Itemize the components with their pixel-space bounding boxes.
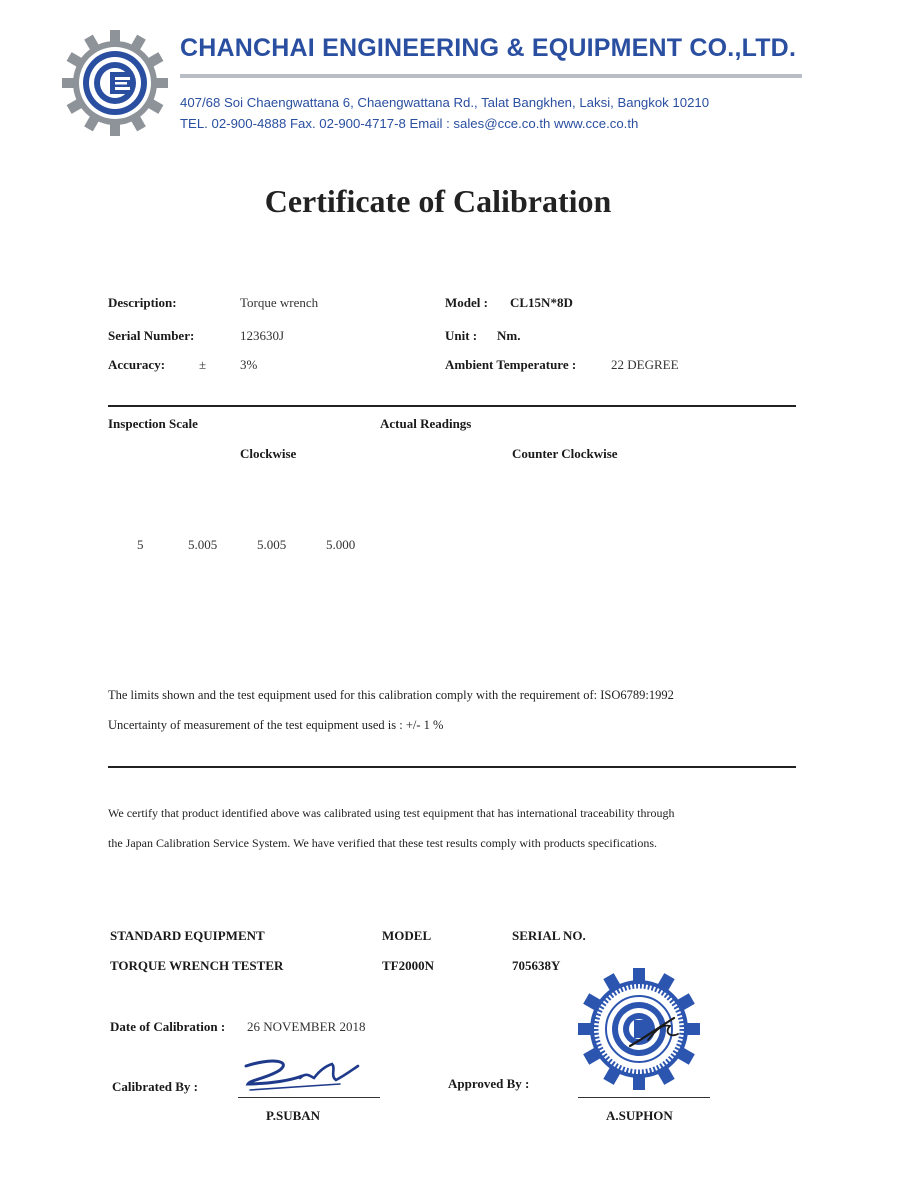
calibrated-by-name: P.SUBAN <box>266 1108 321 1123</box>
model-label: Model : <box>445 295 488 310</box>
standard-equipment-value: TORQUE WRENCH TESTER <box>110 958 284 973</box>
accuracy-sign: ± <box>199 357 207 372</box>
limits-statement: The limits shown and the test equipment used for this calibration comply with the requirement of: ISO6789:1992 <box>108 688 674 702</box>
accuracy-label: Accuracy: <box>108 357 166 372</box>
approved-by-name: A.SUPHON <box>606 1108 673 1123</box>
serial-no-header: SERIAL NO. <box>512 928 586 943</box>
reading-scale-cell: 5 <box>137 537 144 552</box>
clockwise-header: Clockwise <box>240 446 297 461</box>
inspection-scale-header: Inspection Scale <box>108 416 198 431</box>
serial-number-value: 123630J <box>240 328 285 343</box>
counter-clockwise-header: Counter Clockwise <box>512 446 618 461</box>
description-value: Torque wrench <box>240 295 319 310</box>
calibrated-by-label: Calibrated By : <box>112 1079 198 1094</box>
certification-line-2: the Japan Calibration Service System. We have verified that these test results comply with products specifications. <box>108 836 658 850</box>
calibrator-signature <box>240 1054 370 1094</box>
reading-cell: 5.005 <box>257 537 287 552</box>
company-stamp <box>578 968 700 1090</box>
reading-cell: 5.000 <box>326 537 356 552</box>
approved-by-signature-line <box>578 1097 710 1098</box>
standard-model-value: TF2000N <box>382 958 434 973</box>
certification-line-1: We certify that product identified above was calibrated using test equipment that has international traceability through <box>108 806 675 820</box>
header-divider <box>180 74 802 78</box>
ambient-temperature-value: 22 DEGREE <box>611 357 679 372</box>
model-value: CL15N*8D <box>510 295 573 310</box>
company-address: 407/68 Soi Chaengwattana 6, Chaengwattana Rd., Talat Bangkhen, Laksi, Bangkok 10210 <box>180 95 710 110</box>
signature-scribble-icon <box>240 1054 370 1094</box>
reading-cell: 5.005 <box>188 537 218 552</box>
calibrated-by-signature-line <box>238 1097 380 1098</box>
unit-value: Nm. <box>497 328 521 343</box>
calibration-date-label: Date of Calibration : <box>110 1019 226 1034</box>
uncertainty-statement: Uncertainty of measurement of the test equipment used is : +/- 1 % <box>108 718 444 732</box>
model-header: MODEL <box>382 928 432 943</box>
serial-number-label: Serial Number: <box>108 328 195 343</box>
gear-logo-icon <box>62 30 168 136</box>
calibration-date-value: 26 NOVEMBER 2018 <box>247 1019 366 1034</box>
accuracy-value: 3% <box>240 357 258 372</box>
certificate-title: Certificate of Calibration <box>264 183 612 219</box>
compliance-divider <box>108 766 796 768</box>
company-name: CHANCHAI ENGINEERING & EQUIPMENT CO.,LTD. <box>180 34 797 62</box>
unit-label: Unit : <box>445 328 478 343</box>
company-logo <box>62 30 168 136</box>
standard-equipment-header: STANDARD EQUIPMENT <box>110 928 265 943</box>
company-contact: TEL. 02-900-4888 Fax. 02-900-4717-8 Email : sales@cce.co.th www.cce.co.th <box>180 116 639 131</box>
approved-by-label: Approved By : <box>448 1076 530 1091</box>
stamp-seal-icon <box>578 968 700 1090</box>
description-label: Description: <box>108 295 177 310</box>
ambient-temperature-label: Ambient Temperature : <box>445 357 577 372</box>
standard-serial-value: 705638Y <box>512 958 561 973</box>
details-divider <box>108 405 796 407</box>
actual-readings-header: Actual Readings <box>380 416 472 431</box>
